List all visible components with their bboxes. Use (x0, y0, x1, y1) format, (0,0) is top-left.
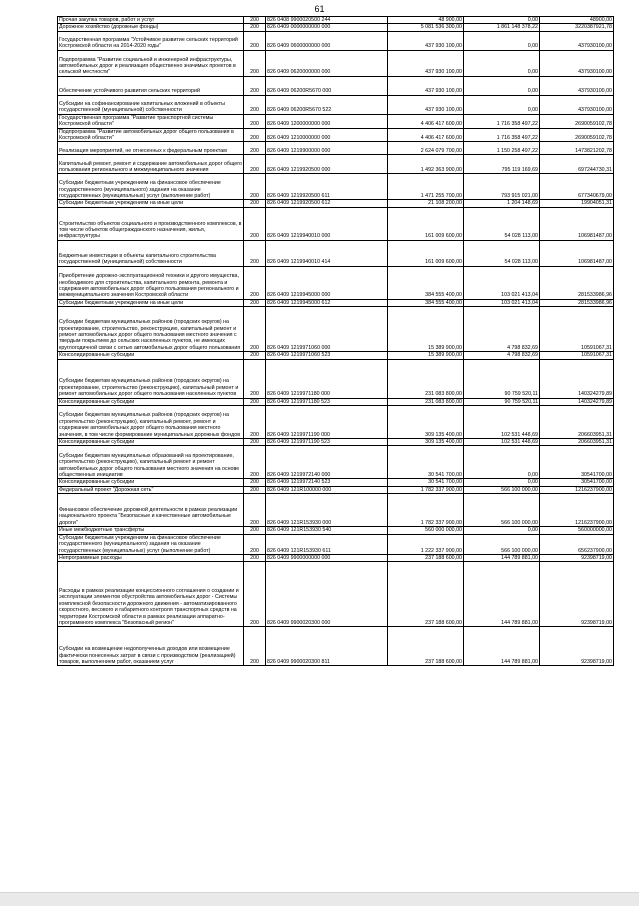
table-row (58, 155, 614, 174)
row-admin-code: 200 (244, 446, 266, 479)
row-classification-code: 826 0409 1219971180 000 (266, 359, 388, 398)
row-approved-amount: 1 782 337 900,00 (388, 494, 464, 527)
table-row (58, 527, 614, 534)
table-row (58, 128, 614, 142)
row-executed-amount: 103 021 413,04 (464, 266, 540, 299)
row-admin-code: 200 (244, 174, 266, 200)
row-name: Прочая закупка товаров, работ и услуг (58, 17, 244, 24)
table-row (58, 486, 614, 493)
row-name: Подпрограмма "Развитие автомобильных дорог общего пользования в Костромской области" (58, 128, 244, 142)
row-executed-amount: 1 716 358 497,22 (464, 128, 540, 142)
table-row (58, 299, 614, 306)
table-row (58, 142, 614, 155)
row-executed-amount: 0,00 (464, 17, 540, 24)
row-approved-amount: 4 406 417 600,00 (388, 128, 464, 142)
row-executed-amount: 0,00 (464, 95, 540, 114)
row-remaining-amount: 206603951,31 (540, 406, 614, 439)
row-name: Субсидии бюджетным учреждениям на иные цели (58, 200, 244, 207)
row-remaining-amount: 677340679,00 (540, 174, 614, 200)
row-name: Консолидированные субсидии (58, 352, 244, 359)
row-classification-code: 826 0409 1210000000 000 (266, 128, 388, 142)
row-name: Субсидии бюджетным учреждениям на финансовое обеспечение государственного (муниципального) задания на оказание государственных (муниципальных) услуг (выполнение работ) (58, 174, 244, 200)
row-admin-code: 200 (244, 562, 266, 627)
row-admin-code: 200 (244, 627, 266, 666)
row-approved-amount: 384 555 400,00 (388, 266, 464, 299)
row-executed-amount: 0,00 (464, 31, 540, 50)
row-approved-amount: 384 555 400,00 (388, 299, 464, 306)
table-row (58, 95, 614, 114)
row-remaining-amount: 437930100,00 (540, 50, 614, 76)
row-classification-code: 826 0409 1219940010 414 (266, 240, 388, 266)
row-approved-amount: 161 009 600,00 (388, 207, 464, 240)
row-approved-amount: 30 541 700,00 (388, 479, 464, 486)
row-name: Субсидии на софинансирование капитальных вложений в объекты государственной (муниципальной) собственности (58, 95, 244, 114)
row-executed-amount: 566 100 000,00 (464, 534, 540, 554)
row-classification-code: 826 0409 1219971060 523 (266, 352, 388, 359)
row-approved-amount: 2 624 079 700,00 (388, 142, 464, 155)
row-remaining-amount: 10591067,31 (540, 307, 614, 352)
row-name: Федеральный проект "Дорожная сеть" (58, 486, 244, 493)
row-classification-code: 826 0409 9900020300 000 (266, 562, 388, 627)
row-executed-amount: 1 861 148 378,22 (464, 24, 540, 31)
row-remaining-amount: 1473821202,78 (540, 142, 614, 155)
row-executed-amount: 0,00 (464, 76, 540, 95)
table-row (58, 266, 614, 299)
row-remaining-amount: 697244730,31 (540, 155, 614, 174)
row-name: Государственная программа "Развитие транспортной системы Костромской области" (58, 114, 244, 128)
row-classification-code: 826 0409 1219971190 000 (266, 406, 388, 439)
row-classification-code: 826 0409 1219972140 000 (266, 446, 388, 479)
row-name: Субсидии бюджетам муниципальных районов (городских округов) на строительство (реконструкцию), капитальный ремонт, ремонт и содержание автомобильных дорог общего пользования местного значения, в том числе формирование муниципальных дорожных фондов (58, 406, 244, 439)
row-name: Субсидии на возмещение недополученных доходов или возмещение фактически понесенных затрат в связи с производством (реализацией) товаров, выполнением работ, оказанием услуг (58, 627, 244, 666)
row-name: Подпрограмма "Развитие социальной и инженерной инфраструктуры, автомобильных дорог и реализация общественно значимых проектов в сельской местности" (58, 50, 244, 76)
row-classification-code: 826 0409 121R153930 611 (266, 534, 388, 554)
row-admin-code: 200 (244, 142, 266, 155)
row-name: Консолидированные субсидии (58, 398, 244, 405)
row-approved-amount: 231 083 800,00 (388, 359, 464, 398)
table-row (58, 174, 614, 200)
row-admin-code: 200 (244, 486, 266, 493)
row-admin-code: 200 (244, 554, 266, 561)
viewer-bottom-strip (0, 892, 639, 906)
row-remaining-amount: 437930100,00 (540, 95, 614, 114)
row-remaining-amount: 281533986,96 (540, 299, 614, 306)
row-approved-amount: 437 930 100,00 (388, 76, 464, 95)
row-name: Консолидированные субсидии (58, 439, 244, 446)
row-name: Обеспечение устойчивого развития сельских территорий (58, 76, 244, 95)
row-approved-amount: 237 188 600,00 (388, 562, 464, 627)
row-name: Дорожное хозяйство (дорожные фонды) (58, 24, 244, 31)
row-admin-code: 200 (244, 359, 266, 398)
row-remaining-amount: 19904051,31 (540, 200, 614, 207)
row-admin-code: 200 (244, 155, 266, 174)
table-row (58, 24, 614, 31)
row-classification-code: 826 0409 1219920500 611 (266, 174, 388, 200)
row-admin-code: 200 (244, 479, 266, 486)
row-name: Иные межбюджетные трансферты (58, 527, 244, 534)
row-executed-amount: 144 789 881,00 (464, 562, 540, 627)
row-approved-amount: 309 135 400,00 (388, 439, 464, 446)
row-remaining-amount: 10591067,31 (540, 352, 614, 359)
row-remaining-amount: 1216237900,00 (540, 494, 614, 527)
row-classification-code: 826 0409 1219971060 000 (266, 307, 388, 352)
row-admin-code: 200 (244, 494, 266, 527)
row-name: Субсидии бюджетам муниципальных образований на проектирование, строительство (реконструкцию), капитальный ремонт и ремонт автомобильных дорог общего пользования местного значения на основе общественных инициатив (58, 446, 244, 479)
row-classification-code: 826 0409 0000000000 000 (266, 24, 388, 31)
page-number: 61 (314, 4, 325, 14)
row-name: Реализация мероприятий, не отнесенных к федеральным проектам (58, 142, 244, 155)
row-approved-amount: 4 406 417 600,00 (388, 114, 464, 128)
row-remaining-amount: 437930100,00 (540, 31, 614, 50)
row-remaining-amount: 106981487,00 (540, 240, 614, 266)
row-remaining-amount: 3220387921,78 (540, 24, 614, 31)
row-executed-amount: 0,00 (464, 50, 540, 76)
row-approved-amount: 231 083 800,00 (388, 398, 464, 405)
row-approved-amount: 15 389 900,00 (388, 307, 464, 352)
row-executed-amount: 4 798 832,69 (464, 307, 540, 352)
row-executed-amount: 1 204 148,69 (464, 200, 540, 207)
row-classification-code: 826 0409 1219920500 612 (266, 200, 388, 207)
row-admin-code: 200 (244, 50, 266, 76)
table-row (58, 554, 614, 561)
row-remaining-amount: 48900,00 (540, 17, 614, 24)
row-approved-amount: 1 782 337 900,00 (388, 486, 464, 493)
row-approved-amount: 30 541 700,00 (388, 446, 464, 479)
row-name: Субсидии бюджетным учреждениям на финансовое обеспечение государственного (муниципального) задания на оказание государственных (муниципальных) услуг (выполнение работ) (58, 534, 244, 554)
row-remaining-amount: 281533986,96 (540, 266, 614, 299)
row-name: Непрограммные расходы (58, 554, 244, 561)
row-approved-amount: 560 000 000,00 (388, 527, 464, 534)
row-admin-code: 200 (244, 266, 266, 299)
row-executed-amount: 0,00 (464, 446, 540, 479)
row-executed-amount: 795 119 169,69 (464, 155, 540, 174)
row-remaining-amount: 2690059102,78 (540, 128, 614, 142)
row-executed-amount: 90 759 520,11 (464, 359, 540, 398)
row-approved-amount: 5 081 536 300,00 (388, 24, 464, 31)
row-admin-code: 200 (244, 128, 266, 142)
row-name: Расходы в рамках реализации концессионного соглашения о создании и эксплуатации элементов обустройства автомобильных дорог - Системы комплексной безопасности дорожного движения - автоматизированного скоростного, весового и габаритного контроля транспортных средств на территории Костромской области в рамках реализации аппаратно-программного комплекса "Безопасный регион" (58, 562, 244, 627)
row-classification-code: 826 0409 9900020300 811 (266, 627, 388, 666)
row-classification-code: 826 0409 0600000000 000 (266, 31, 388, 50)
row-name: Субсидии бюджетам муниципальных районов (городских округов) на проектирование, строительство, реконструкцию, капитальный ремонт и ремонт автомобильных дорог общего пользования местного значения с твердым покрытием до сельских населенных пунктов, не имеющих круглогодичной связи с сетью автомобильных дорог общего пользования (58, 307, 244, 352)
row-executed-amount: 1 150 258 497,22 (464, 142, 540, 155)
table-row (58, 534, 614, 554)
row-name: Приобретение дорожно-эксплуатационной техники и другого имущества, необходимого для строительства, капитального ремонта, ремонта и содержания автомобильных дорог общего пользования регионального и межмуниципального значения Костромской области (58, 266, 244, 299)
row-executed-amount: 793 915 021,00 (464, 174, 540, 200)
row-admin-code: 200 (244, 24, 266, 31)
row-executed-amount: 0,00 (464, 479, 540, 486)
row-admin-code: 200 (244, 439, 266, 446)
row-executed-amount: 566 100 000,00 (464, 494, 540, 527)
row-executed-amount: 4 798 832,69 (464, 352, 540, 359)
row-executed-amount: 0,00 (464, 527, 540, 534)
row-name: Капитальный ремонт, ремонт и содержание автомобильных дорог общего пользования регионального и межмуниципального значения (58, 155, 244, 174)
row-classification-code: 826 0409 121R100000 000 (266, 486, 388, 493)
row-classification-code: 826 0409 0620000000 000 (266, 50, 388, 76)
row-remaining-amount: 656237900,00 (540, 534, 614, 554)
table-row (58, 359, 614, 398)
row-admin-code: 200 (244, 114, 266, 128)
row-name: Консолидированные субсидии (58, 479, 244, 486)
table-row (58, 307, 614, 352)
row-classification-code: 826 0409 121R153930 000 (266, 494, 388, 527)
row-classification-code: 826 0408 9900020500 244 (266, 17, 388, 24)
row-executed-amount: 1 716 358 497,22 (464, 114, 540, 128)
budget-table (57, 16, 614, 666)
table-row (58, 200, 614, 207)
row-classification-code: 826 0409 1219920500 000 (266, 155, 388, 174)
row-admin-code: 200 (244, 17, 266, 24)
table-row (58, 627, 614, 666)
row-approved-amount: 437 930 100,00 (388, 50, 464, 76)
row-classification-code: 826 0409 1200000000 000 (266, 114, 388, 128)
row-admin-code: 200 (244, 534, 266, 554)
row-approved-amount: 237 188 600,00 (388, 554, 464, 561)
row-classification-code: 826 0409 9900000000 000 (266, 554, 388, 561)
row-executed-amount: 103 021 413,04 (464, 299, 540, 306)
table-row (58, 17, 614, 24)
row-classification-code: 826 0409 1219971180 523 (266, 398, 388, 405)
row-approved-amount: 437 930 100,00 (388, 31, 464, 50)
budget-table-body (58, 17, 614, 666)
row-approved-amount: 1 471 255 700,00 (388, 174, 464, 200)
row-admin-code: 200 (244, 527, 266, 534)
table-row (58, 31, 614, 50)
row-remaining-amount: 560000000,00 (540, 527, 614, 534)
row-classification-code: 826 0409 1219900000 000 (266, 142, 388, 155)
row-admin-code: 200 (244, 352, 266, 359)
row-admin-code: 200 (244, 200, 266, 207)
row-classification-code: 826 0409 1219940010 000 (266, 207, 388, 240)
row-admin-code: 200 (244, 95, 266, 114)
row-admin-code: 200 (244, 299, 266, 306)
table-row (58, 562, 614, 627)
row-name: Субсидии бюджетам муниципальных районов (городских округов) на проектирование, строительство (реконструкцию), капитальный ремонт и ремонт автомобильных дорог общего пользования населенных пунктов (58, 359, 244, 398)
row-executed-amount: 144 789 881,00 (464, 627, 540, 666)
table-row (58, 398, 614, 405)
row-classification-code: 826 0409 1219972140 523 (266, 479, 388, 486)
row-name: Государственная программа "Устойчивое развитие сельских территорий Костромской области на 2014-2020 годы" (58, 31, 244, 50)
row-remaining-amount: 92398719,00 (540, 554, 614, 561)
row-executed-amount: 144 789 881,00 (464, 554, 540, 561)
row-approved-amount: 237 188 600,00 (388, 627, 464, 666)
row-classification-code: 826 0409 06200R5670 000 (266, 76, 388, 95)
row-executed-amount: 566 100 000,00 (464, 486, 540, 493)
row-executed-amount: 102 531 448,69 (464, 406, 540, 439)
row-remaining-amount: 140324279,89 (540, 398, 614, 405)
row-admin-code: 200 (244, 406, 266, 439)
row-remaining-amount: 2690059102,78 (540, 114, 614, 128)
table-row (58, 76, 614, 95)
table-row (58, 479, 614, 486)
row-executed-amount: 90 759 520,11 (464, 398, 540, 405)
row-approved-amount: 437 930 100,00 (388, 95, 464, 114)
row-approved-amount: 15 389 900,00 (388, 352, 464, 359)
row-admin-code: 200 (244, 398, 266, 405)
row-name: Финансовое обеспечение дорожной деятельности в рамках реализации национального проекта "Безопасные и качественные автомобильные дороги" (58, 494, 244, 527)
row-remaining-amount: 206603951,31 (540, 439, 614, 446)
row-name: Субсидии бюджетным учреждениям на иные цели (58, 299, 244, 306)
table-row (58, 446, 614, 479)
row-classification-code: 826 0409 1219971190 523 (266, 439, 388, 446)
table-row (58, 352, 614, 359)
row-name: Строительство объектов социального и производственного комплексов, в том числе объектов общегражданского назначения, жилья, инфраструктуры (58, 207, 244, 240)
row-approved-amount: 161 009 600,00 (388, 240, 464, 266)
row-approved-amount: 1 222 337 900,00 (388, 534, 464, 554)
row-remaining-amount: 106981487,00 (540, 207, 614, 240)
row-name: Бюджетные инвестиции в объекты капитального строительства государственной (муниципальной) собственности (58, 240, 244, 266)
row-classification-code: 826 0409 1219945000 000 (266, 266, 388, 299)
row-approved-amount: 309 135 400,00 (388, 406, 464, 439)
table-row (58, 50, 614, 76)
row-admin-code: 200 (244, 240, 266, 266)
row-remaining-amount: 30541700,00 (540, 446, 614, 479)
row-remaining-amount: 437930100,00 (540, 76, 614, 95)
row-remaining-amount: 1216237900,00 (540, 486, 614, 493)
table-row (58, 207, 614, 240)
row-remaining-amount: 30541700,00 (540, 479, 614, 486)
table-row (58, 439, 614, 446)
row-approved-amount: 21 108 200,00 (388, 200, 464, 207)
row-remaining-amount: 92398719,00 (540, 562, 614, 627)
row-admin-code: 200 (244, 207, 266, 240)
row-admin-code: 200 (244, 76, 266, 95)
table-row (58, 114, 614, 128)
row-executed-amount: 102 531 448,69 (464, 439, 540, 446)
table-row (58, 240, 614, 266)
row-remaining-amount: 92398719,00 (540, 627, 614, 666)
row-classification-code: 826 0409 1219945000 612 (266, 299, 388, 306)
table-row (58, 494, 614, 527)
row-executed-amount: 54 028 113,00 (464, 240, 540, 266)
row-classification-code: 826 0409 121R153930 540 (266, 527, 388, 534)
row-admin-code: 200 (244, 307, 266, 352)
row-admin-code: 200 (244, 31, 266, 50)
row-approved-amount: 48 900,00 (388, 17, 464, 24)
row-classification-code: 826 0409 06200R5670 522 (266, 95, 388, 114)
table-row (58, 406, 614, 439)
row-approved-amount: 1 492 363 900,00 (388, 155, 464, 174)
row-remaining-amount: 140324279,89 (540, 359, 614, 398)
row-executed-amount: 54 028 113,00 (464, 207, 540, 240)
